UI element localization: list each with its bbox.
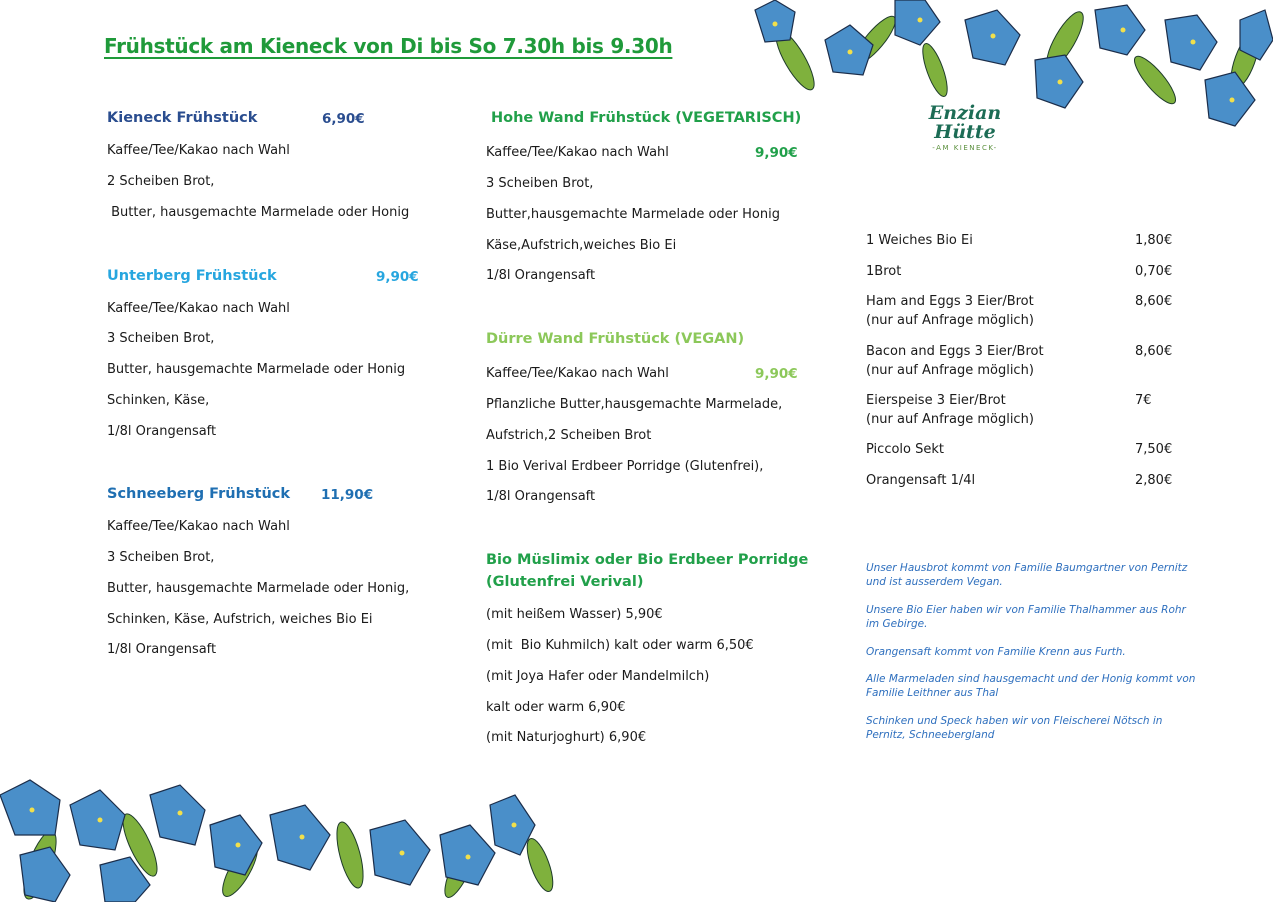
section-title: Hohe Wand Frühstück (VEGETARISCH) [491, 110, 802, 126]
extra-item: Eierspeise 3 Eier/Brot (nur auf Anfrage möglich) [866, 393, 1034, 427]
flower-decoration-bottom-left [0, 775, 560, 902]
menu-line: (mit Bio Kuhmilch) kalt oder warm 6,50€ [486, 638, 754, 653]
section-price: 6,90€ [322, 111, 365, 127]
menu-line: 2 Scheiben Brot, [107, 174, 215, 189]
section-title-line2: (Glutenfrei Verival) [486, 574, 644, 590]
menu-line: 1 Bio Verival Erdbeer Porridge (Glutenfrei), [486, 459, 764, 474]
menu-line: 3 Scheiben Brot, [486, 176, 594, 191]
menu-title: Frühstück am Kieneck von Di bis So 7.30h bis 9.30h [104, 34, 673, 58]
menu-line: 1/8l Orangensaft [107, 424, 217, 439]
extra-item: Ham and Eggs 3 Eier/Brot (nur auf Anfrage möglich) [866, 294, 1034, 328]
section-title: Unterberg Frühstück [107, 268, 277, 284]
section-price: 9,90€ [755, 145, 798, 161]
menu-line: Käse,Aufstrich,weiches Bio Ei [486, 238, 677, 253]
menu-line: kalt oder warm 6,90€ [486, 700, 626, 715]
extra-item: 1 Weiches Bio Ei [866, 233, 973, 248]
menu-line: (mit Naturjoghurt) 6,90€ [486, 730, 647, 745]
extra-item: Piccolo Sekt [866, 442, 944, 457]
menu-line: (mit Joya Hafer oder Mandelmilch) [486, 669, 710, 684]
menu-line: 3 Scheiben Brot, [107, 550, 215, 565]
logo-line1: Enzian [928, 102, 1002, 124]
menu-line: 3 Scheiben Brot, [107, 331, 215, 346]
section-price: 9,90€ [755, 366, 798, 382]
menu-line: Kaffee/Tee/Kakao nach Wahl [107, 301, 290, 316]
menu-line: Butter, hausgemachte Marmelade oder Honig [107, 362, 406, 377]
note: Unsere Bio Eier haben wir von Familie Thalhammer aus Rohr im Gebirge. [866, 604, 1186, 630]
extra-price: 7,50€ [1135, 442, 1173, 457]
section-title: Schneeberg Frühstück [107, 486, 291, 502]
extra-price: 8,60€ [1135, 344, 1173, 359]
menu-line: 1/8l Orangensaft [486, 268, 596, 283]
section-title: Dürre Wand Frühstück (VEGAN) [486, 331, 745, 347]
menu-line: Kaffee/Tee/Kakao nach Wahl [107, 519, 290, 534]
menu-line: 1/8l Orangensaft [107, 642, 217, 657]
section-price: 9,90€ [376, 269, 419, 285]
menu-line: Kaffee/Tee/Kakao nach Wahl [107, 143, 290, 158]
enzian-huette-logo [920, 104, 1010, 168]
note: Alle Marmeladen sind hausgemacht und der Honig kommt von Familie Leithner aus Thal [866, 673, 1196, 699]
note: Orangensaft kommt von Familie Krenn aus Furth. [866, 646, 1126, 658]
extra-item: 1Brot [866, 264, 902, 279]
section-price: 11,90€ [321, 487, 374, 503]
menu-line: Pflanzliche Butter,hausgemachte Marmelade, [486, 397, 783, 412]
menu-line: Butter,hausgemachte Marmelade oder Honig [486, 207, 780, 222]
logo-line3: -AM KIENECK- [932, 144, 998, 152]
menu-line: Aufstrich,2 Scheiben Brot [486, 428, 652, 443]
menu-line: Butter, hausgemachte Marmelade oder Honig, [107, 581, 410, 596]
menu-line: Kaffee/Tee/Kakao nach Wahl [486, 366, 669, 381]
menu-line: Kaffee/Tee/Kakao nach Wahl [486, 145, 669, 160]
extra-item: Bacon and Eggs 3 Eier/Brot (nur auf Anfrage möglich) [866, 344, 1044, 378]
section-title: Bio Müslimix oder Bio Erdbeer Porridge [486, 552, 809, 568]
extra-price: 7€ [1135, 393, 1152, 408]
menu-line: 1/8l Orangensaft [486, 489, 596, 504]
note: Schinken und Speck haben wir von Fleischerei Nötsch in Pernitz, Schneebergland [866, 715, 1163, 741]
extra-item: Orangensaft 1/4l [866, 473, 976, 488]
note: Unser Hausbrot kommt von Familie Baumgartner von Pernitz und ist ausserdem Vegan. [866, 562, 1188, 588]
extra-price: 8,60€ [1135, 294, 1173, 309]
extra-price: 1,80€ [1135, 233, 1173, 248]
logo-line2: Hütte [934, 121, 996, 143]
menu-line: Schinken, Käse, Aufstrich, weiches Bio Ei [107, 612, 373, 627]
menu-line: Schinken, Käse, [107, 393, 210, 408]
menu-line: Butter, hausgemachte Marmelade oder Honig [107, 205, 410, 220]
section-title: Kieneck Frühstück [107, 110, 258, 126]
menu-line: (mit heißem Wasser) 5,90€ [486, 607, 663, 622]
extra-price: 2,80€ [1135, 473, 1173, 488]
extra-price: 0,70€ [1135, 264, 1173, 279]
